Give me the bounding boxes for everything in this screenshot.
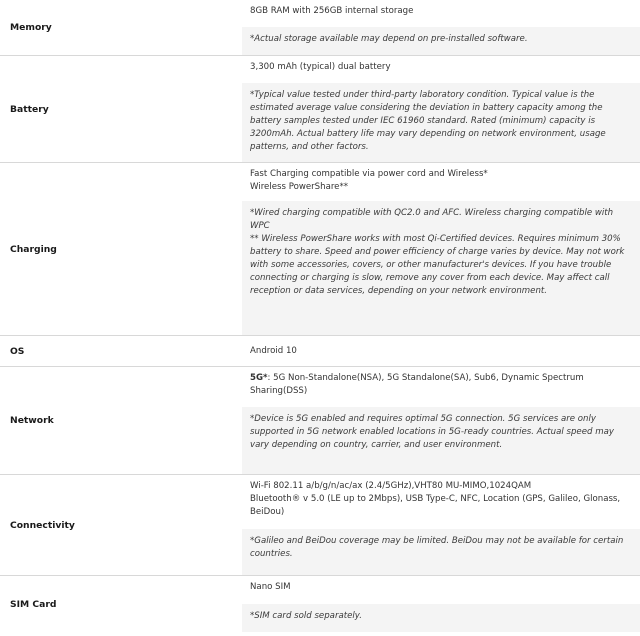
- spec-note: *Device is 5G enabled and requires optimal 5G connection. 5G services are only supported in 5G network enabled locations in 5G-ready countries. Actual speed may vary depending on country, carrier, and user environment.: [242, 407, 640, 474]
- spec-value: [242, 163, 640, 335]
- spec-value: [242, 367, 640, 474]
- spec-main: [242, 163, 640, 201]
- spec-value: [242, 475, 640, 575]
- spec-row-charging: [0, 162, 640, 335]
- spec-note: *Actual storage available may depend on pre-installed software.: [242, 27, 640, 55]
- spec-main: 8GB RAM with 256GB internal storage: [250, 6, 414, 16]
- spec-main-line: Bluetooth® v 5.0 (LE up to 2Mbps), USB Type-C, NFC, Location (GPS, Galileo, Glonass, BeiDou): [250, 494, 621, 517]
- spec-main: Nano SIM: [250, 582, 291, 592]
- spec-label: Charging: [10, 243, 57, 255]
- spec-row-connectivity: [0, 474, 640, 575]
- spec-main-rest: : 5G Non-Standalone(NSA), 5G Standalone(SA), Sub6, Dynamic Spectrum Sharing(DSS): [250, 373, 584, 396]
- spec-main-line: Wireless PowerShare**: [250, 182, 349, 192]
- spec-main: 3,300 mAh (typical) dual battery: [250, 62, 391, 72]
- spec-main: [242, 475, 640, 529]
- spec-note: *SIM card sold separately.: [242, 604, 640, 632]
- spec-note: *Typical value tested under third-party laboratory condition. Typical value is the estimated average value considering the deviation in battery capacity among the battery samples tested under IEC 61960 standard. Rated (minimum) capacity is 3200mAh. Actual battery life may vary depending on network environment, usage patterns, and other factors.: [242, 83, 640, 162]
- spec-main-bold: 5G*: [250, 373, 268, 383]
- spec-label: Battery: [10, 103, 49, 115]
- spec-label: Memory: [10, 22, 52, 33]
- spec-row-network: [0, 366, 640, 474]
- spec-note-line: ** Wireless PowerShare works with most Qi-Certified devices. Requires minimum 30% battery to share. Speed and power efficiency of charge varies by device. May not work with some accessories, covers, or other manufacturer's devices. If you have trouble connecting or charging is slow, remove any cover from each device. May affect call reception or data services, depending on your network environment.: [250, 234, 625, 296]
- spec-note: [242, 201, 640, 335]
- spec-value: [242, 0, 640, 55]
- spec-value: [242, 336, 640, 366]
- spec-value: [242, 576, 640, 632]
- spec-value: [242, 56, 640, 162]
- spec-row-memory: [0, 0, 640, 55]
- spec-row-battery: [0, 55, 640, 162]
- spec-main: [242, 367, 640, 407]
- spec-main-line: Fast Charging compatible via power cord and Wireless*: [250, 169, 488, 179]
- spec-label: SIM Card: [10, 598, 57, 610]
- spec-main: Android 10: [250, 346, 297, 356]
- spec-label: Network: [10, 415, 54, 426]
- spec-main-line: Wi-Fi 802.11 a/b/g/n/ac/ax (2.4/5GHz),VHT80 MU-MIMO,1024QAM: [250, 481, 532, 491]
- spec-row-os: [0, 335, 640, 366]
- spec-note: *Galileo and BeiDou coverage may be limited. BeiDou may not be available for certain countries.: [242, 529, 640, 575]
- spec-label: Connectivity: [10, 519, 75, 531]
- spec-label: OS: [10, 345, 25, 357]
- spec-note-line: *Wired charging compatible with QC2.0 and AFC. Wireless charging compatible with WPC: [250, 208, 614, 231]
- spec-row-sim-card: [0, 575, 640, 632]
